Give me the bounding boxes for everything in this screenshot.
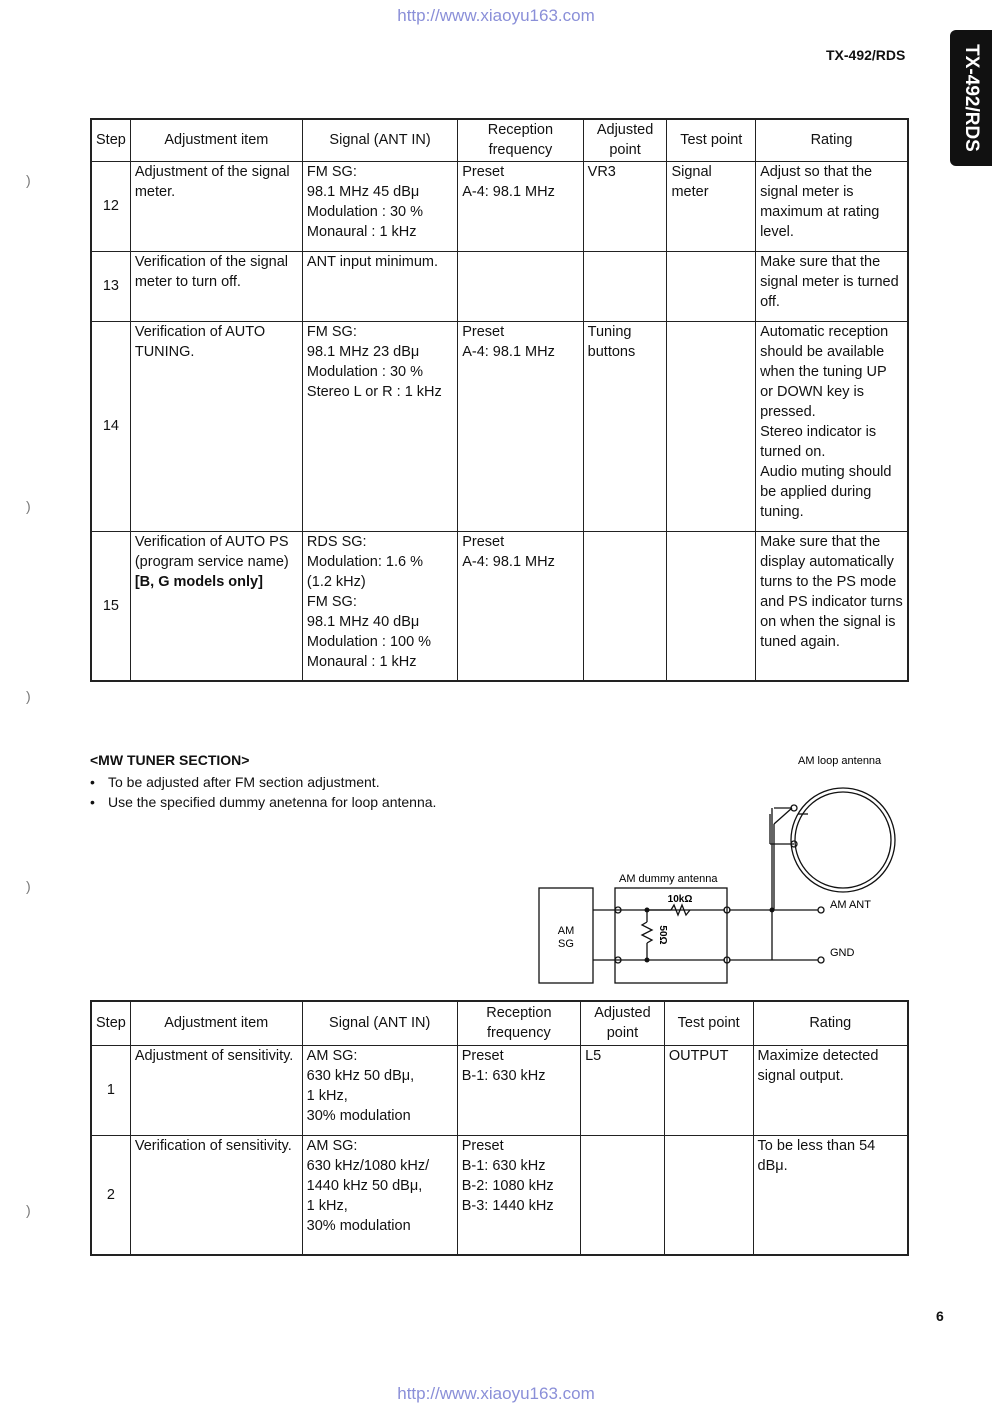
source-url-bottom: http://www.xiaoyu163.com — [397, 1384, 595, 1403]
margin-mark: ) — [26, 498, 31, 514]
side-tab-label: TX-492/RDS — [961, 44, 982, 152]
reception-frequency: Preset A-4: 98.1 MHz — [458, 161, 583, 251]
loop-antenna-label: AM loop antenna — [798, 755, 882, 767]
table-row — [91, 1045, 908, 1135]
list-item: • Use the specified dummy anetenna for loop antenna. — [90, 792, 436, 812]
list-item: • To be adjusted after FM section adjustment. — [90, 772, 436, 792]
rating: Make sure that the display automatically turns to the PS mode and PS indicator turns on when the signal is tuned again. — [756, 531, 908, 681]
signal-cell: ANT input minimum. — [302, 251, 457, 321]
header-rating: Rating — [753, 1001, 908, 1045]
mw-adjustment-table — [90, 1000, 909, 1256]
step-number: 12 — [91, 161, 130, 251]
header-signal: Signal (ANT IN) — [302, 119, 457, 161]
am-dummy-antenna-diagram — [530, 750, 910, 990]
test-point: Signal meter — [667, 161, 756, 251]
sg-label-am: AM — [557, 925, 575, 937]
adjusted-point — [581, 1135, 665, 1255]
header-reception-frequency: Reception frequency — [458, 119, 583, 161]
rating: Maximize detected signal output. — [753, 1045, 908, 1135]
step-number: 1 — [91, 1045, 130, 1135]
model-number: TX-492/RDS — [826, 47, 906, 63]
signal-cell: AM SG: 630 kHz 50 dBμ, 1 kHz, 30% modulation — [302, 1045, 457, 1135]
rating: Adjust so that the signal meter is maximum at rating level. — [756, 161, 908, 251]
reception-frequency: Preset A-4: 98.1 MHz — [458, 531, 583, 681]
header-adjustment-item: Adjustment item — [130, 1001, 302, 1045]
margin-mark: ) — [26, 878, 31, 894]
table-row — [91, 321, 908, 531]
header-adjusted-point: Adjusted point — [581, 1001, 665, 1045]
signal-cell: AM SG: 630 kHz/1080 kHz/ 1440 kHz 50 dBμ, 1 kHz, 30% modulation — [302, 1135, 457, 1255]
header-step: Step — [91, 1001, 130, 1045]
reception-frequency: Preset A-4: 98.1 MHz — [458, 321, 583, 531]
rating: To be less than 54 dBμ. — [753, 1135, 908, 1255]
adjustment-item: Adjustment of the signal meter. — [130, 161, 302, 251]
test-point — [667, 321, 756, 531]
resistor-50-ohm — [642, 922, 652, 943]
resistor-50-label: 50Ω — [657, 925, 668, 945]
adjustment-item: Verification of AUTO PS (program service name) — [134, 533, 289, 570]
header-test-point: Test point — [664, 1001, 753, 1045]
header-step: Step — [91, 119, 130, 161]
test-point: OUTPUT — [664, 1045, 753, 1135]
signal-cell: FM SG: 98.1 MHz 45 dBμ Modulation : 30 % Monaural : 1 kHz — [302, 161, 457, 251]
am-ant-label: AM ANT — [830, 899, 871, 911]
page-number: 6 — [936, 1308, 944, 1324]
reception-frequency: Preset B-1: 630 kHz B-2: 1080 kHz B-3: 1440 kHz — [457, 1135, 580, 1255]
adjustment-item-cell — [130, 531, 302, 681]
table-row — [91, 531, 908, 681]
mw-section-title: <MW TUNER SECTION> — [90, 752, 250, 768]
table-header-row — [91, 1001, 908, 1045]
header-adjusted-point: Adjusted point — [583, 119, 667, 161]
resistor-10k-label: 10kΩ — [667, 894, 693, 905]
step-number: 13 — [91, 251, 130, 321]
mw-notes-list — [90, 772, 436, 812]
adjustment-item: Verification of AUTO TUNING. — [130, 321, 302, 531]
fm-adjustment-table — [90, 118, 909, 682]
rating: Automatic reception should be available when the tuning UP or DOWN key is pressed. Stereo indicator is turned on. Audio muting should be applied during tuning. — [756, 321, 908, 531]
adjusted-point: VR3 — [583, 161, 667, 251]
adjusted-point — [583, 251, 667, 321]
table-row — [91, 1135, 908, 1255]
adjustment-item: Adjustment of sensitivity. — [130, 1045, 302, 1135]
header-adjustment-item: Adjustment item — [130, 119, 302, 161]
margin-mark: ) — [26, 688, 31, 704]
header-test-point: Test point — [667, 119, 756, 161]
loop-antenna-inner — [795, 792, 891, 888]
step-number: 2 — [91, 1135, 130, 1255]
test-point — [667, 531, 756, 681]
sg-label-sg: SG — [558, 938, 574, 950]
header-rating: Rating — [756, 119, 908, 161]
model-note: [B, G models only] — [134, 573, 263, 590]
side-tab — [950, 30, 992, 166]
adjustment-item: Verification of the signal meter to turn off. — [130, 251, 302, 321]
signal-cell: RDS SG: Modulation: 1.6 % (1.2 kHz) FM SG: 98.1 MHz 40 dBμ Modulation : 100 % Monaural : 1 kHz — [302, 531, 457, 681]
table-row — [91, 161, 908, 251]
test-point — [664, 1135, 753, 1255]
adjusted-point: Tuning buttons — [583, 321, 667, 531]
header-reception-frequency: Reception frequency — [457, 1001, 580, 1045]
source-url-top: http://www.xiaoyu163.com — [397, 6, 595, 25]
signal-cell: FM SG: 98.1 MHz 23 dBμ Modulation : 30 % Stereo L or R : 1 kHz — [302, 321, 457, 531]
rating: Make sure that the signal meter is turned off. — [756, 251, 908, 321]
reception-frequency — [458, 251, 583, 321]
margin-mark: ) — [26, 1202, 31, 1218]
test-point — [667, 251, 756, 321]
adjusted-point: L5 — [581, 1045, 665, 1135]
margin-mark: ) — [26, 172, 31, 188]
reception-frequency: Preset B-1: 630 kHz — [457, 1045, 580, 1135]
loop-antenna-circle — [791, 788, 895, 892]
table-header-row — [91, 119, 908, 161]
header-signal: Signal (ANT IN) — [302, 1001, 457, 1045]
adjusted-point — [583, 531, 667, 681]
adjustment-item: Verification of sensitivity. — [130, 1135, 302, 1255]
dummy-antenna-label: AM dummy antenna — [619, 873, 718, 885]
gnd-label: GND — [830, 947, 855, 959]
table-row — [91, 251, 908, 321]
step-number: 14 — [91, 321, 130, 531]
step-number: 15 — [91, 531, 130, 681]
